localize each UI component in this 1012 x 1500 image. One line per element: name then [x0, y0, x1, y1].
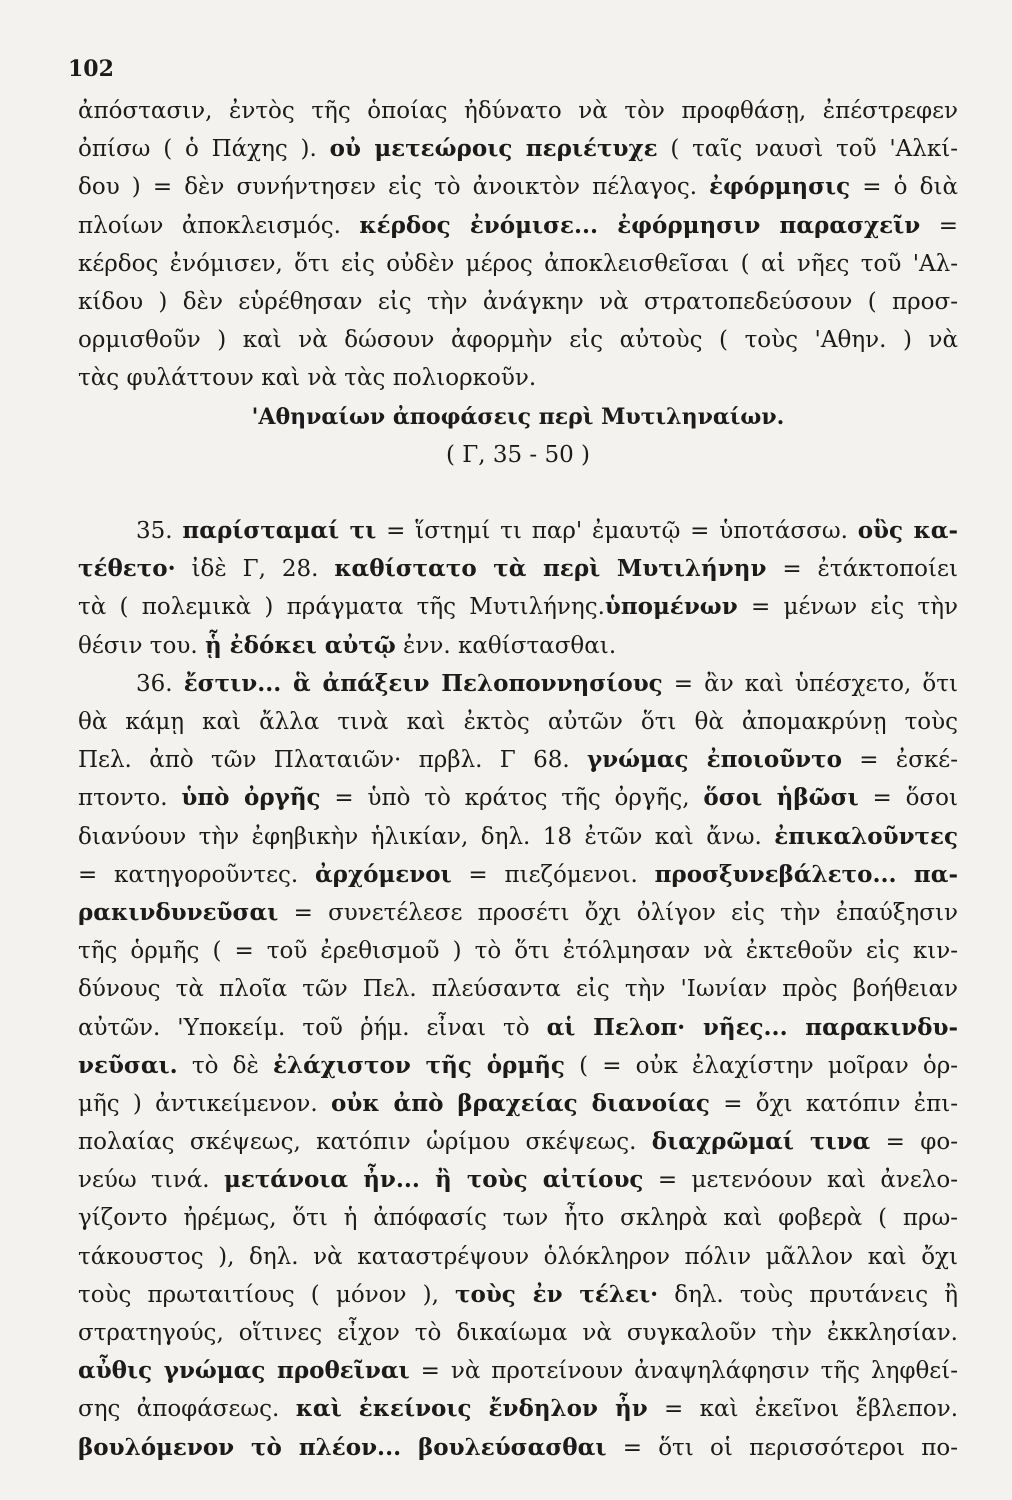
text-line	[78, 92, 958, 130]
text-line	[78, 856, 958, 894]
lemma-bold: διαχρῶμαί τινα	[651, 1128, 871, 1156]
text-line	[78, 245, 958, 283]
text-line	[78, 1314, 958, 1352]
lemma-bold: καθίστατο τὰ περὶ Μυτιλήνην	[334, 555, 767, 583]
gloss-text: αὐτῶν. 'Υποκείμ. τοῦ ῥήμ. εἶναι τὸ	[78, 1014, 547, 1041]
lemma-bold: ἐπικαλοῦντες	[774, 822, 958, 850]
gloss-text: = ἐσκέ-	[841, 747, 958, 774]
gloss-text: δύνους τὰ πλοῖα τῶν Πελ. πλεύσαντα εἰς τὴν 'Ιωνίαν πρὸς βοήθειαν	[78, 976, 958, 1003]
gloss-text: γίζοντο ἠρέμως, ὅτι ἡ ἀπόφασίς των ἦτο σκληρὰ καὶ φοβερὰ ( πρω-	[78, 1205, 958, 1232]
gloss-text: = ὑπὸ τὸ κράτος τῆς ὀργῆς,	[320, 785, 704, 812]
gloss-text: ἐνν. καθίστασθαι.	[395, 632, 617, 659]
lemma-bold: οὐκ ἀπὸ βραχείας διανοίας	[331, 1089, 710, 1117]
text-line	[78, 627, 958, 665]
gloss-text: ( Γ, 35 - 50 )	[445, 441, 591, 468]
blank-line	[78, 474, 958, 512]
text-line	[78, 1009, 958, 1047]
text-line	[78, 168, 958, 206]
lemma-bold: νεῦσαι.	[78, 1051, 178, 1079]
text-line	[78, 436, 958, 474]
gloss-text: ορμισθοῦν ) καὶ νὰ δώσουν ἀφορμὴν εἰς αὐτοὺς ( τοὺς 'Αθην. ) νὰ	[78, 327, 958, 354]
text-line	[78, 665, 958, 703]
gloss-text: ἰδὲ Γ, 28.	[175, 556, 335, 583]
gloss-text: τῆς ὁρμῆς ( = τοῦ ἐρεθισμοῦ ) τὸ ὅτι ἐτόλμησαν νὰ ἐκτεθοῦν εἰς κιν-	[78, 938, 958, 965]
lemma-bold: 'Αθηναίων ἀποφάσεις περὶ Μυτιληναίων.	[251, 403, 785, 430]
text-line	[78, 1429, 958, 1467]
gloss-text: τὰς φυλάττουν καὶ νὰ τὰς πολιορκοῦν.	[78, 365, 537, 392]
gloss-text: τοὺς πρωταιτίους ( μόνον ),	[78, 1281, 456, 1308]
gloss-text: ( = οὐκ ἐλαχίστην μοῖραν ὁρ-	[564, 1052, 958, 1079]
lemma-bold: τοὺς ἐν τέλει·	[455, 1280, 659, 1308]
text-line	[78, 321, 958, 359]
text-line	[78, 207, 958, 245]
lemma-bold: αἱ Πελοπ· νῆες... παρακινδυ-	[546, 1013, 958, 1041]
text-line	[78, 779, 958, 817]
commentary-text	[78, 92, 958, 1467]
text-line	[78, 741, 958, 779]
gloss-text: = νὰ προτείνουν ἀναψηλάφησιν τῆς ληφθεί-	[409, 1358, 959, 1385]
lemma-bold: καὶ ἐκείνοις ἔνδηλον ἦν	[295, 1395, 648, 1423]
gloss-text: = πιεζόμενοι.	[451, 861, 655, 888]
lemma-bold: ρακινδυνεῦσαι	[78, 898, 279, 926]
gloss-text: = μετενόουν καὶ ἀνελο-	[643, 1167, 958, 1194]
lemma-bold: προσξυνεβάλετο... πα-	[654, 860, 958, 888]
gloss-text: = καὶ ἐκεῖνοι ἔβλεπον.	[647, 1396, 959, 1423]
gloss-text: = μένων εἰς τὴν	[737, 594, 958, 621]
gloss-text: νεύω τινά.	[78, 1167, 224, 1194]
text-line	[78, 1199, 958, 1237]
lemma-bold: οὐ μετεώροις περιέτυχε	[329, 135, 658, 163]
gloss-text: κέρδος ἐνόμισεν, ὅτι εἰς οὐδὲν μέρος ἀποκλεισθεῖσαι ( αἱ νῆες τοῦ 'Αλ-	[78, 250, 958, 277]
gloss-text: δου ) = δὲν συνήντησεν εἰς τὸ ἀνοικτὸν πέλαγος.	[78, 174, 710, 201]
gloss-text: 36.	[136, 670, 184, 697]
lemma-bold: ἀρχόμενοι	[314, 860, 452, 888]
gloss-text: = ἐτάκτοποίει	[766, 556, 958, 583]
lemma-bold: αὖθις γνώμας προθεῖναι	[78, 1357, 410, 1385]
gloss-text: 35.	[136, 518, 183, 545]
gloss-text: Πελ. ἀπὸ τῶν Πλαταιῶν· πρβλ. Γ 68.	[78, 747, 587, 774]
gloss-text: = συνετέλεσε προσέτι ὄχι ὀλίγον εἰς τὴν ἐπαύξησιν	[278, 899, 958, 926]
text-line	[78, 512, 958, 550]
lemma-bold: ὑπομένων	[604, 593, 738, 621]
lemma-bold: ἐλάχιστον τῆς ὁρμῆς	[272, 1051, 565, 1079]
text-line	[78, 1085, 958, 1123]
text-line	[78, 932, 958, 970]
lemma-bold: τέθετο·	[78, 555, 176, 583]
gloss-text: = ὅτι οἱ περισσότεροι πο-	[606, 1434, 958, 1461]
lemma-bold: ὑπὸ ὀργῆς	[181, 784, 321, 812]
gloss-text: θὰ κάμῃ καὶ ἄλλα τινὰ καὶ ἐκτὸς αὐτῶν ὅτι θὰ ἀπομακρύνῃ τοὺς	[78, 709, 958, 735]
gloss-text: = ὅσοι	[858, 785, 958, 812]
lemma-bold: παρίσταμαί τι	[182, 517, 377, 545]
lemma-bold: ᾗ ἐδόκει αὐτῷ	[204, 631, 396, 659]
text-line	[78, 1352, 958, 1390]
gloss-text: ὀπίσω ( ὁ Πάχης ).	[78, 136, 330, 163]
gloss-text: ( ταῖς ναυσὶ τοῦ 'Αλκί-	[657, 136, 958, 163]
gloss-text: τὸ δὲ	[177, 1052, 273, 1079]
text-line	[78, 1276, 958, 1314]
text-line	[78, 818, 958, 856]
text-line	[78, 970, 958, 1008]
gloss-text: δηλ. τοὺς πρυτάνεις ἢ	[658, 1281, 958, 1308]
gloss-text: πτοντο.	[78, 785, 182, 812]
gloss-text: διανύουν τὴν ἐφηβικὴν ἡλικίαν, δηλ. 18 ἐτῶν καὶ ἄνω.	[78, 823, 775, 850]
lemma-bold: ὅσοι ἡβῶσι	[703, 784, 859, 812]
gloss-text: =	[920, 212, 958, 239]
gloss-text: θέσιν του.	[78, 632, 205, 659]
text-line	[78, 1238, 958, 1276]
gloss-text: τὰ ( πολεμικὰ ) πράγματα τῆς Μυτιλήνης.	[78, 594, 605, 621]
text-line	[78, 283, 958, 321]
text-line	[78, 1047, 958, 1085]
gloss-text: = φο-	[870, 1129, 958, 1156]
gloss-text: κίδου ) δὲν εὑρέθησαν εἰς τὴν ἀνάγκην νὰ στρατοπεδεύσουν ( προσ-	[78, 288, 958, 315]
gloss-text: = ὁ διὰ	[850, 174, 958, 201]
gloss-text: = ἵστημί τι παρ' ἐμαυτῷ = ὑποτάσσω.	[376, 518, 858, 545]
text-line	[78, 894, 958, 932]
gloss-text: πλοίων ἀποκλεισμός.	[78, 212, 360, 239]
gloss-text: σης ἀποφάσεως.	[78, 1396, 296, 1423]
lemma-bold: μετάνοια ἦν... ἢ τοὺς αἰτίους	[224, 1166, 644, 1194]
text-line	[78, 588, 958, 626]
lemma-bold: βουλόμενον τὸ πλέον... βουλεύσασθαι	[78, 1433, 607, 1461]
gloss-text: πολαίας σκέψεως, κατόπιν ὡρίμου σκέψεως.	[78, 1129, 652, 1156]
lemma-bold: οὓς κα-	[857, 517, 959, 545]
gloss-text: = κατηγοροῦντες.	[78, 861, 315, 888]
gloss-text: = ὄχι κατόπιν ἐπι-	[709, 1090, 958, 1117]
text-line	[78, 1390, 958, 1428]
text-line	[78, 359, 958, 397]
page-number: 102	[68, 56, 114, 82]
gloss-text: = ἂν καὶ ὑπέσχετο, ὅτι	[662, 670, 959, 697]
lemma-bold: ἔστιν... ἃ ἀπάξειν Πελοποννησίους	[183, 669, 663, 697]
text-line	[78, 703, 958, 741]
lemma-bold: κέρδος ἐνόμισε... ἐφόρμησιν παρασχεῖν	[359, 211, 921, 239]
lemma-bold: ἐφόρμησις	[709, 173, 851, 201]
gloss-text: ἀπόστασιν, ἐντὸς τῆς ὁποίας ἠδύνατο νὰ τὸν προφθάσῃ, ἐπέστρεφεν	[78, 98, 958, 124]
gloss-text: στρατηγούς, οἵτινες εἶχον τὸ δικαίωμα νὰ συγκαλοῦν τὴν ἐκκλησίαν.	[78, 1320, 958, 1346]
gloss-text: μῆς ) ἀντικείμενον.	[78, 1090, 332, 1117]
text-line	[78, 1123, 958, 1161]
text-line	[78, 130, 958, 168]
text-line	[78, 550, 958, 588]
text-line	[78, 398, 958, 436]
lemma-bold: γνώμας ἐποιοῦντο	[586, 746, 842, 774]
gloss-text: τάκουστος ), δηλ. νὰ καταστρέψουν ὁλόκληρον πόλιν μᾶλλον καὶ ὄχι	[78, 1243, 958, 1270]
text-line	[78, 1161, 958, 1199]
